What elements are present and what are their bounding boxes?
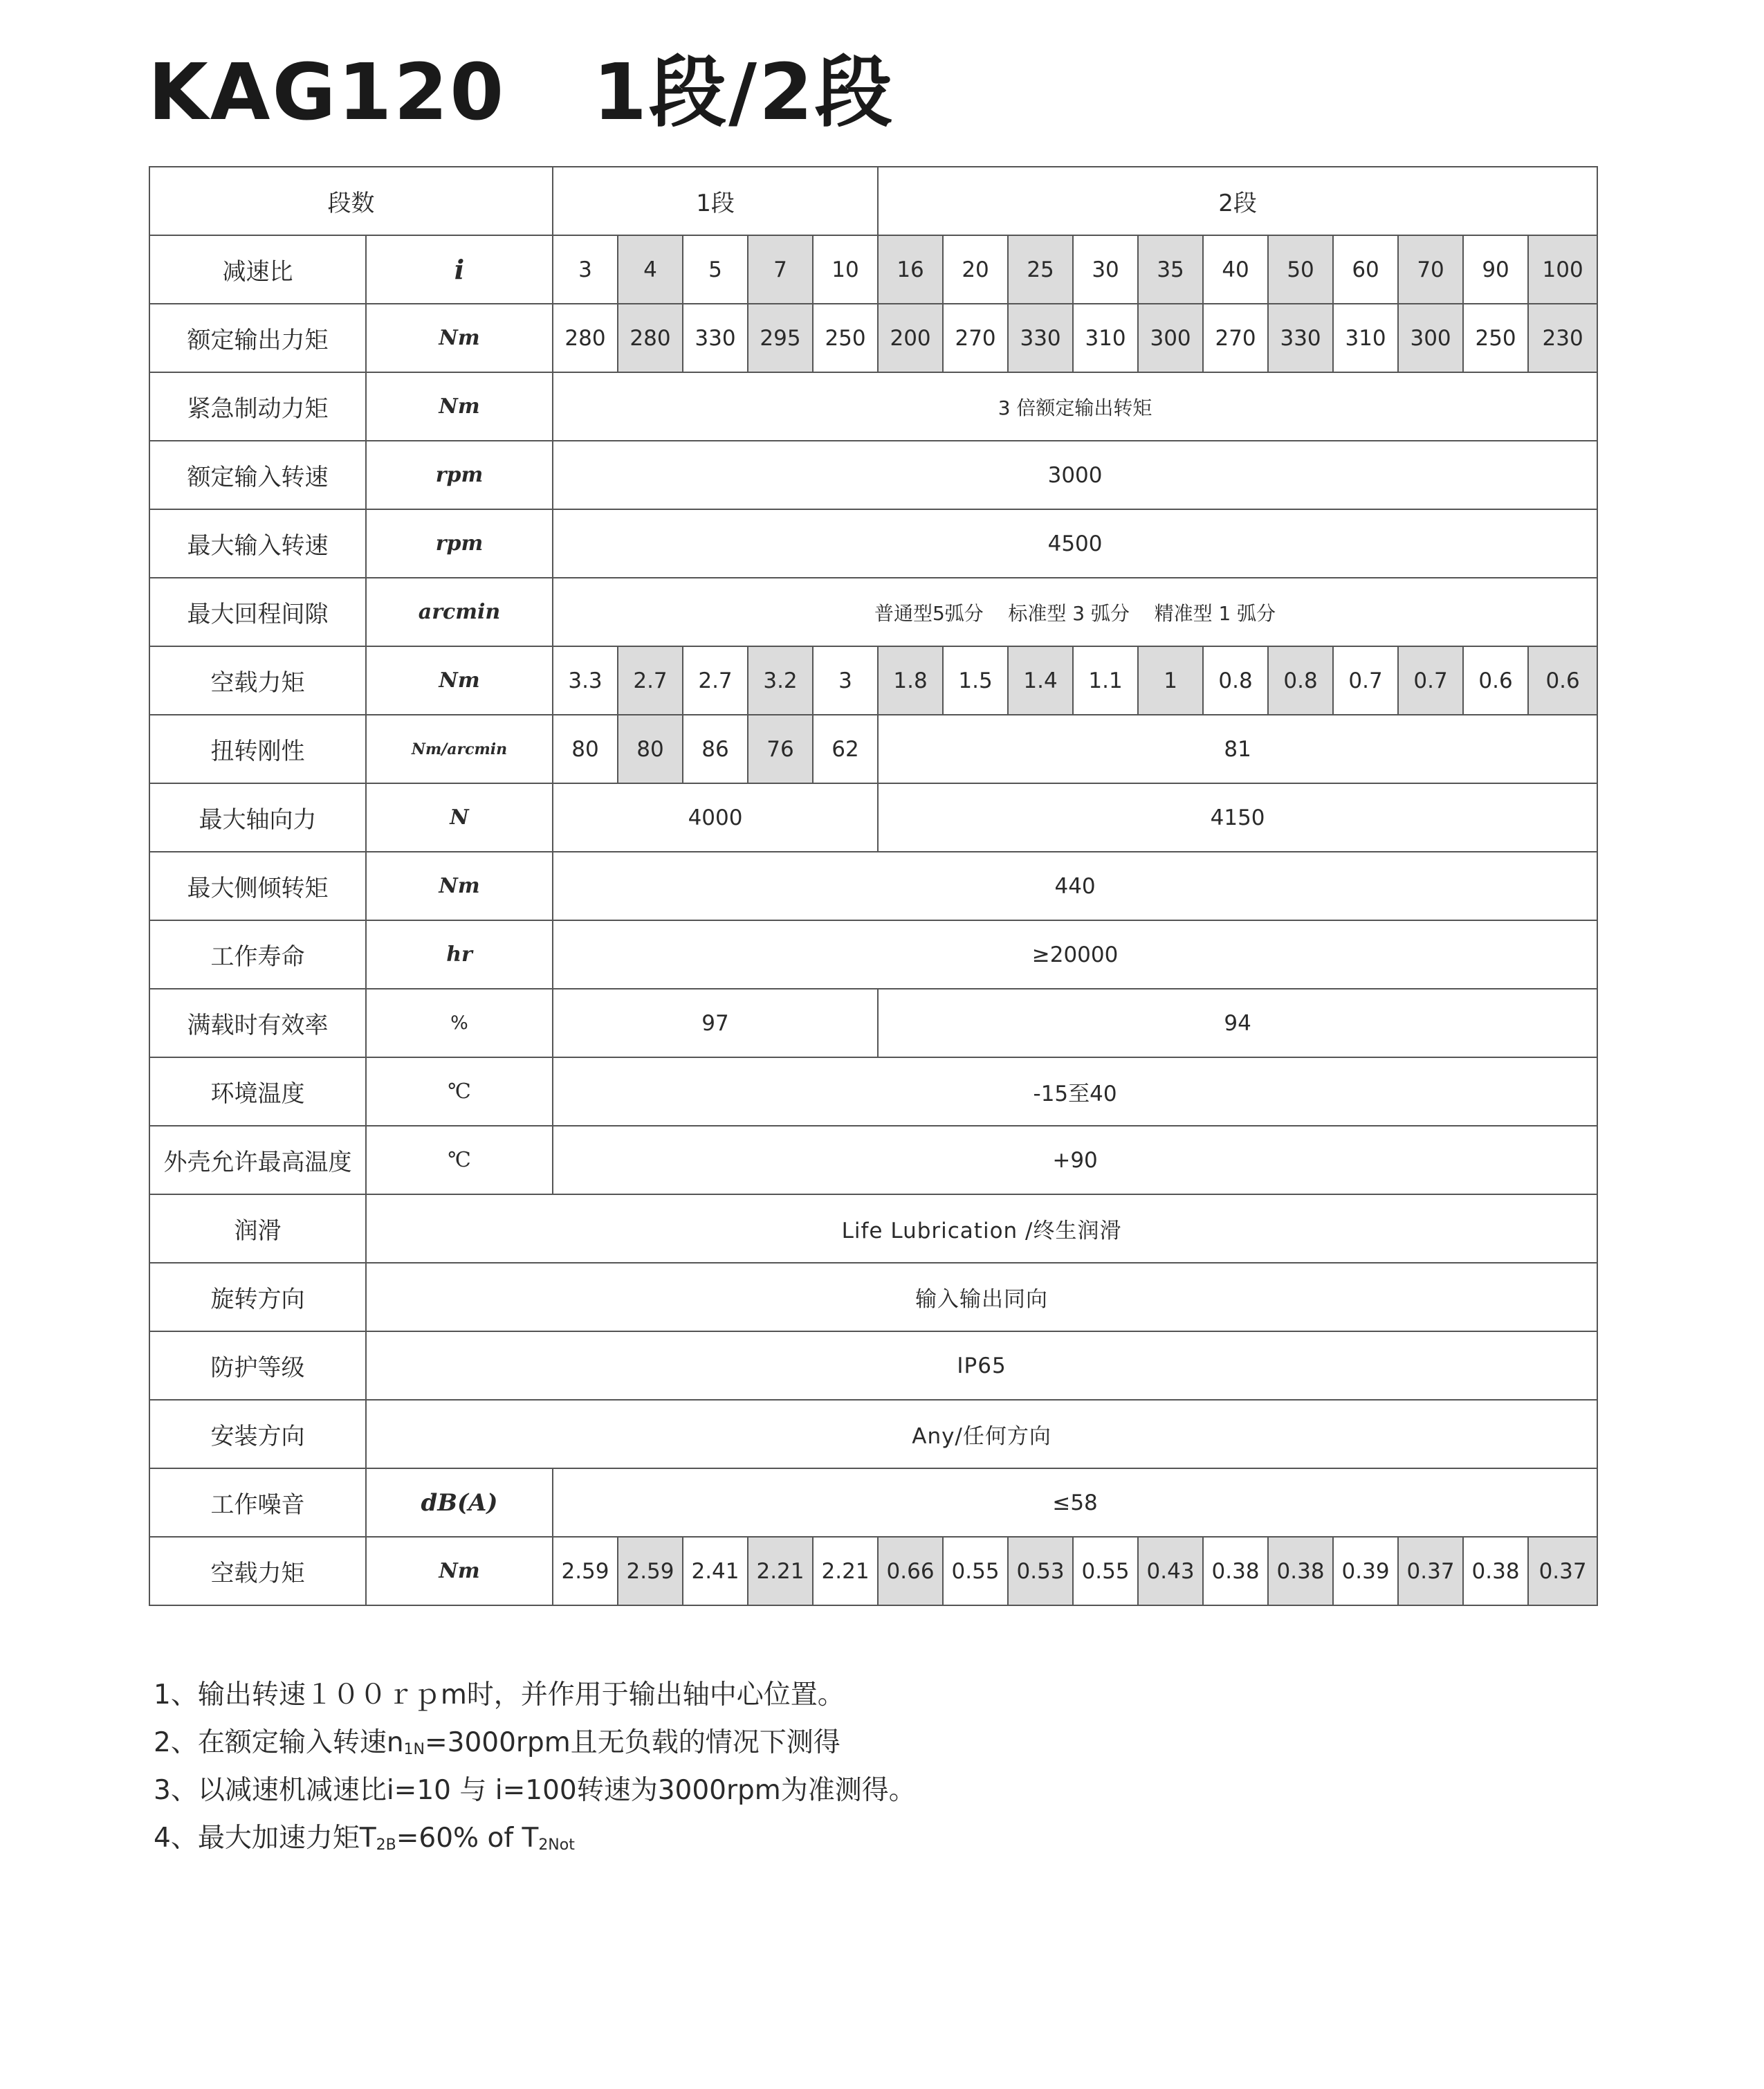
value-cell: 4150 (878, 783, 1597, 852)
row-label: 扭转刚性 (149, 715, 366, 783)
value-cell: 280 (618, 304, 683, 372)
value-cell: 0.55 (1073, 1537, 1138, 1605)
noload-torque2-row (149, 1537, 1597, 1605)
value-cell: 80 (618, 715, 683, 783)
value-cell: 0.55 (943, 1537, 1008, 1605)
ratio-cell: 16 (878, 235, 943, 304)
value-cell: 270 (1203, 304, 1268, 372)
row-unit: Nm (366, 646, 553, 715)
value-cell: 0.7 (1398, 646, 1463, 715)
row-unit: Nm (366, 852, 553, 920)
value-cell: 2.21 (813, 1537, 878, 1605)
value-cell: 0.6 (1463, 646, 1528, 715)
noload-torque-row (149, 646, 1597, 715)
value-cell: 310 (1073, 304, 1138, 372)
value-cell: 3.3 (553, 646, 618, 715)
footnotes (154, 1671, 916, 1862)
header-label: 段数 (149, 167, 553, 235)
value-cell: 4000 (553, 783, 878, 852)
value-cell: 0.66 (878, 1537, 943, 1605)
value-cell: 3 (813, 646, 878, 715)
header-row (149, 167, 1597, 235)
housing-temp-row (149, 1126, 1597, 1194)
row-label: 旋转方向 (149, 1263, 366, 1331)
ratio-cell: 25 (1008, 235, 1073, 304)
protection-row (149, 1331, 1597, 1400)
value-cell: 270 (943, 304, 1008, 372)
row-label: 最大输入转速 (149, 509, 366, 578)
ratio-cell: 90 (1463, 235, 1528, 304)
value-cell: 0.38 (1268, 1537, 1333, 1605)
value-cell: 200 (878, 304, 943, 372)
row-unit: Nm (366, 372, 553, 441)
value-cell: 1.8 (878, 646, 943, 715)
value-cell: 295 (748, 304, 813, 372)
value-cell: 输入输出同向 (366, 1263, 1597, 1331)
spec-table (149, 166, 1598, 1606)
value-cell: 86 (683, 715, 748, 783)
value-cell: 0.8 (1203, 646, 1268, 715)
value-cell: 1.4 (1008, 646, 1073, 715)
value-cell: 250 (813, 304, 878, 372)
row-label: 空载力矩 (149, 646, 366, 715)
mounting-row (149, 1400, 1597, 1468)
row-unit: % (366, 989, 553, 1057)
ratio-cell: 40 (1203, 235, 1268, 304)
ratio-cell: 20 (943, 235, 1008, 304)
row-unit: Nm/arcmin (366, 715, 553, 783)
ratio-cell: 7 (748, 235, 813, 304)
row-unit: Nm (366, 1537, 553, 1605)
note-1: 1、输出转速１００ｒｐm时，并作用于输出轴中心位置。 (154, 1679, 845, 1711)
value-cell: ≤58 (553, 1468, 1597, 1537)
row-unit: Nm (366, 304, 553, 372)
value-cell: 80 (553, 715, 618, 783)
efficiency-row (149, 989, 1597, 1057)
header-stage1: 1段 (553, 167, 878, 235)
value-cell: IP65 (366, 1331, 1597, 1400)
value-cell: 1 (1138, 646, 1203, 715)
ratio-cell: 50 (1268, 235, 1333, 304)
value-cell: 330 (1008, 304, 1073, 372)
note-2: 2、在额定输入转速$n_{1N}=3000rpm$且无负载的情况下测得 (154, 1727, 840, 1758)
max-speed-row (149, 509, 1597, 578)
value-cell: Life Lubrication /终生润滑 (366, 1194, 1597, 1263)
row-label: 满载时有效率 (149, 989, 366, 1057)
value-cell: 2.59 (618, 1537, 683, 1605)
ratio-cell: 4 (618, 235, 683, 304)
ratio-cell: 35 (1138, 235, 1203, 304)
row-label: 外壳允许最高温度 (149, 1126, 366, 1194)
value-cell: 2.59 (553, 1537, 618, 1605)
backlash-row (149, 578, 1597, 646)
emergency-torque-row (149, 372, 1597, 441)
note-3: 3、以减速机减速比i=10 与 i=100转速为3000rpm为准测得。 (154, 1775, 916, 1806)
torsional-rigidity-row (149, 715, 1597, 783)
row-unit: ℃ (366, 1057, 553, 1126)
value-cell: 0.38 (1463, 1537, 1528, 1605)
life-row (149, 920, 1597, 989)
ratio-cell: 30 (1073, 235, 1138, 304)
value-cell: 76 (748, 715, 813, 783)
row-unit: hr (366, 920, 553, 989)
value-cell: 1.1 (1073, 646, 1138, 715)
page-title: KAG120 1段/2段 (148, 48, 894, 138)
axial-force-row (149, 783, 1597, 852)
value-cell: 330 (1268, 304, 1333, 372)
row-unit: ℃ (366, 1126, 553, 1194)
ratio-cell: 70 (1398, 235, 1463, 304)
row-unit: arcmin (366, 578, 553, 646)
ratio-row (149, 235, 1597, 304)
value-cell: 3 倍额定输出转矩 (553, 372, 1597, 441)
row-label: 防护等级 (149, 1331, 366, 1400)
row-label: 工作寿命 (149, 920, 366, 989)
value-cell: ≥20000 (553, 920, 1597, 989)
value-cell: 0.37 (1398, 1537, 1463, 1605)
row-label: 额定输入转速 (149, 441, 366, 509)
row-label: 最大轴向力 (149, 783, 366, 852)
value-cell: +90 (553, 1126, 1597, 1194)
row-label: 环境温度 (149, 1057, 366, 1126)
ratio-cell: 5 (683, 235, 748, 304)
ratio-cell: 10 (813, 235, 878, 304)
value-cell: 280 (553, 304, 618, 372)
value-cell: 2.7 (683, 646, 748, 715)
value-cell: 3000 (553, 441, 1597, 509)
value-cell: 0.37 (1528, 1537, 1597, 1605)
value-cell: 97 (553, 989, 878, 1057)
value-cell: 0.53 (1008, 1537, 1073, 1605)
value-cell: 3.2 (748, 646, 813, 715)
value-cell: 0.8 (1268, 646, 1333, 715)
rated-speed-row (149, 441, 1597, 509)
value-cell: 2.7 (618, 646, 683, 715)
value-cell: 300 (1138, 304, 1203, 372)
value-cell: 2.21 (748, 1537, 813, 1605)
ratio-cell: 60 (1333, 235, 1398, 304)
value-cell: 0.38 (1203, 1537, 1268, 1605)
value-cell: 0.39 (1333, 1537, 1398, 1605)
rated-torque-row (149, 304, 1597, 372)
value-cell: 250 (1463, 304, 1528, 372)
value-cell: 1.5 (943, 646, 1008, 715)
value-cell: 330 (683, 304, 748, 372)
value-cell: 0.43 (1138, 1537, 1203, 1605)
row-label: 工作噪音 (149, 1468, 366, 1537)
value-cell: 4500 (553, 509, 1597, 578)
value-cell: 230 (1528, 304, 1597, 372)
row-label: 最大回程间隙 (149, 578, 366, 646)
value-cell: Any/任何方向 (366, 1400, 1597, 1468)
value-cell: 2.41 (683, 1537, 748, 1605)
row-label: 最大侧倾转矩 (149, 852, 366, 920)
row-label: 润滑 (149, 1194, 366, 1263)
value-cell: 0.7 (1333, 646, 1398, 715)
value-cell: 94 (878, 989, 1597, 1057)
value-cell: 300 (1398, 304, 1463, 372)
row-unit: N (366, 783, 553, 852)
value-cell: 440 (553, 852, 1597, 920)
row-unit: rpm (366, 441, 553, 509)
row-unit: i (366, 235, 553, 304)
ratio-cell: 100 (1528, 235, 1597, 304)
row-label: 减速比 (149, 235, 366, 304)
noise-row (149, 1468, 1597, 1537)
rotation-row (149, 1263, 1597, 1331)
row-label: 安装方向 (149, 1400, 366, 1468)
value-cell: -15至40 (553, 1057, 1597, 1126)
value-cell: 81 (878, 715, 1597, 783)
row-unit: rpm (366, 509, 553, 578)
row-label: 空载力矩 (149, 1537, 366, 1605)
value-cell: 0.6 (1528, 646, 1597, 715)
row-label: 额定输出力矩 (149, 304, 366, 372)
lubrication-row (149, 1194, 1597, 1263)
ambient-temp-row (149, 1057, 1597, 1126)
value-cell: 普通型5弧分 标准型 3 弧分 精准型 1 弧分 (553, 578, 1597, 646)
row-unit: dB(A) (366, 1468, 553, 1537)
note-4: 4、最大加速力矩$T_{2B}=60\%$ of $T_{2Not}$ (154, 1823, 575, 1854)
ratio-cell: 3 (553, 235, 618, 304)
value-cell: 62 (813, 715, 878, 783)
value-cell: 310 (1333, 304, 1398, 372)
tilt-torque-row (149, 852, 1597, 920)
row-label: 紧急制动力矩 (149, 372, 366, 441)
header-stage2: 2段 (878, 167, 1597, 235)
